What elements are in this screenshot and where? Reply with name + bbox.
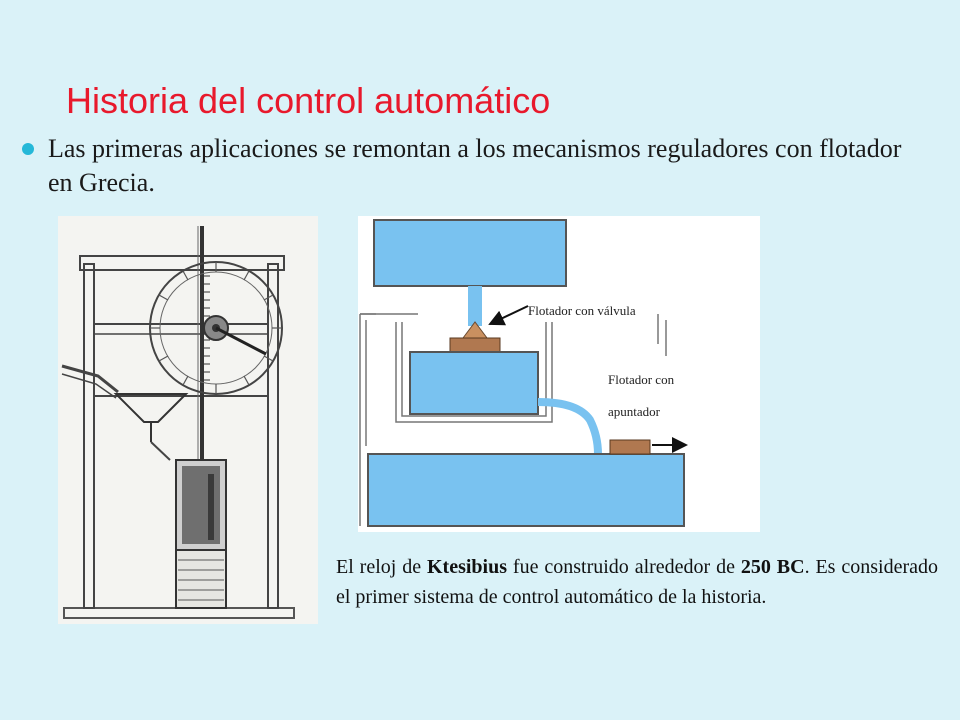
float-regulator-schema (358, 216, 760, 532)
pointer-float (610, 440, 650, 454)
bullet-dot-icon (22, 143, 34, 155)
valve-cone (463, 322, 487, 338)
label-pointer-float-line1: Flotador con (608, 372, 675, 387)
caption-text-2: fue construido alrededor de (507, 556, 741, 578)
caption-date: 250 BC (740, 556, 805, 578)
label-pointer-float-line2: apuntador (608, 404, 660, 419)
ktesibius-clock-sketch (58, 216, 318, 624)
label-valve-float: Flotador con válvula (528, 303, 636, 318)
middle-tank (410, 352, 538, 414)
caption-name: Ktesibius (427, 556, 508, 578)
bullet-item (22, 132, 922, 200)
valve-float (450, 338, 500, 352)
slide-title: Historia del control automático (66, 80, 551, 121)
lower-tank (368, 454, 684, 526)
clock-caption (336, 552, 938, 612)
caption-text-3: . Es considerado el primer sistema de control automático de la historia. (336, 556, 938, 608)
bullet-text: Las primeras aplicaciones se remontan a los mecanismos reguladores con flotador en Grecia. (48, 134, 902, 197)
upper-tank (374, 220, 566, 286)
caption-text-1: El reloj de (336, 556, 427, 578)
